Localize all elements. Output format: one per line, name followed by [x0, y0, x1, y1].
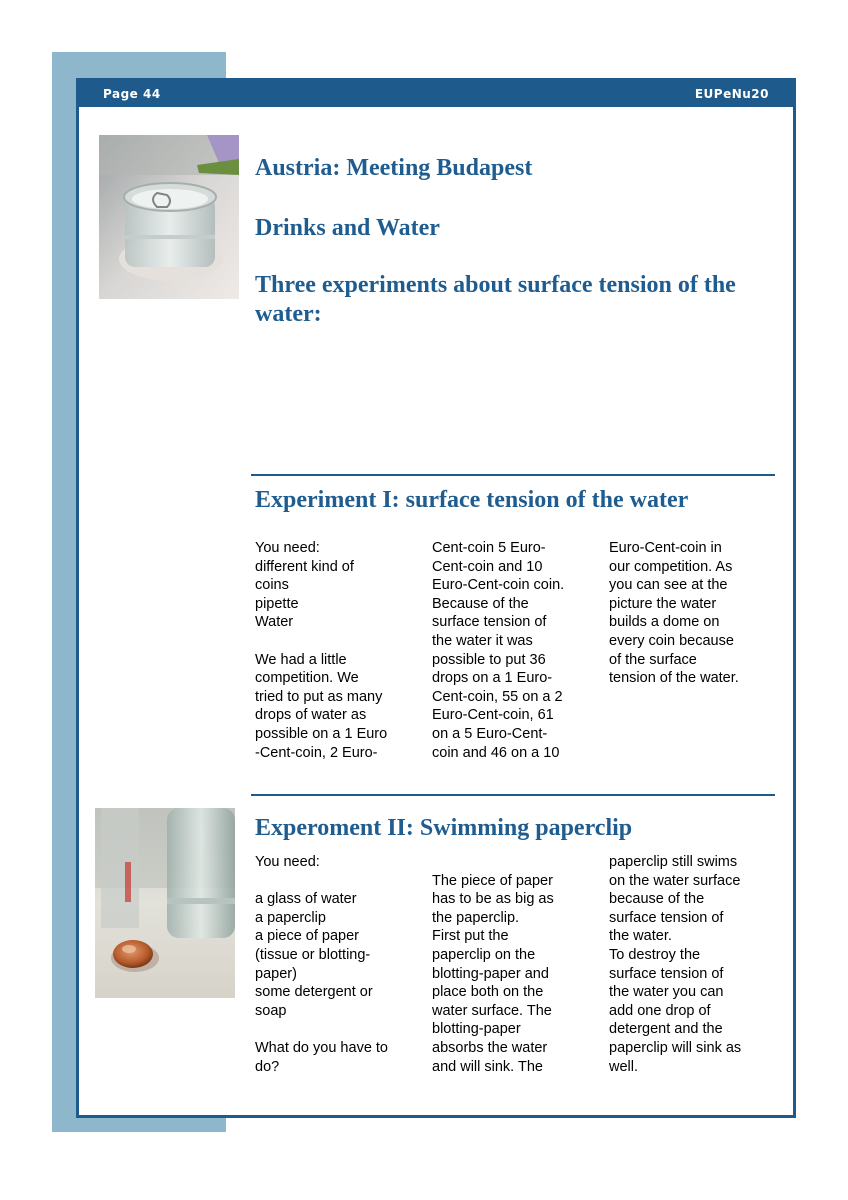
meeting-title: Austria: Meeting Budapest: [255, 155, 533, 181]
experiment-1-column-1: You need: different kind of coins pipette Water We had a little competition. We tried to put as many drops of water as possible on a 1 Euro -Cent-coin, 2 Euro-: [255, 540, 388, 761]
publication-name: EUPeNu20: [694, 87, 769, 101]
page-header: [79, 81, 793, 107]
experiment-2-column-2: The piece of paper has to be as big as the paperclip. First put the paperclip on the blotting-paper and place both on the water surface. The blotting-paper absorbs the water and will sink. The: [432, 872, 554, 1075]
intro-title: Three experiments about surface tension of the water:: [255, 272, 736, 327]
experiment-2-column-1: You need: a glass of water a paperclip a piece of paper (tissue or blotting- paper) some detergent or soap What do you have to do?: [255, 854, 388, 1075]
topic-title: Drinks and Water: [255, 215, 440, 241]
experiment-2-heading: Experoment II: Swimming paperclip: [255, 815, 633, 841]
divider-experiment-1: [251, 474, 775, 476]
page-frame: [76, 78, 796, 1118]
experiment-2-column-3: paperclip still swims on the water surface because of the surface tension of the water. To destroy the surface tension of the water you can add one drop of detergent and the paperclip will sink as well.: [609, 854, 742, 1075]
photo-glass-paperclip: [99, 135, 239, 299]
photo-coin-water: [95, 808, 235, 998]
experiment-1-heading: Experiment I: surface tension of the water: [255, 487, 689, 513]
experiment-1-column-2: Cent-coin 5 Euro- Cent-coin and 10 Euro-Cent-coin coin. Because of the surface tension of the water it was possible to put 36 drops on a 1 Euro- Cent-coin, 55 on a 2 Euro-Cent-coin, 61 on a 5 Euro-Cent- coin and 46 on a 10: [432, 540, 565, 761]
divider-experiment-2: [251, 794, 775, 796]
experiment-1-column-3: Euro-Cent-coin in our competition. As you can see at the picture the water builds a dome on every coin because of the surface tension of the water.: [609, 540, 739, 687]
page-number: Page 44: [103, 87, 161, 101]
